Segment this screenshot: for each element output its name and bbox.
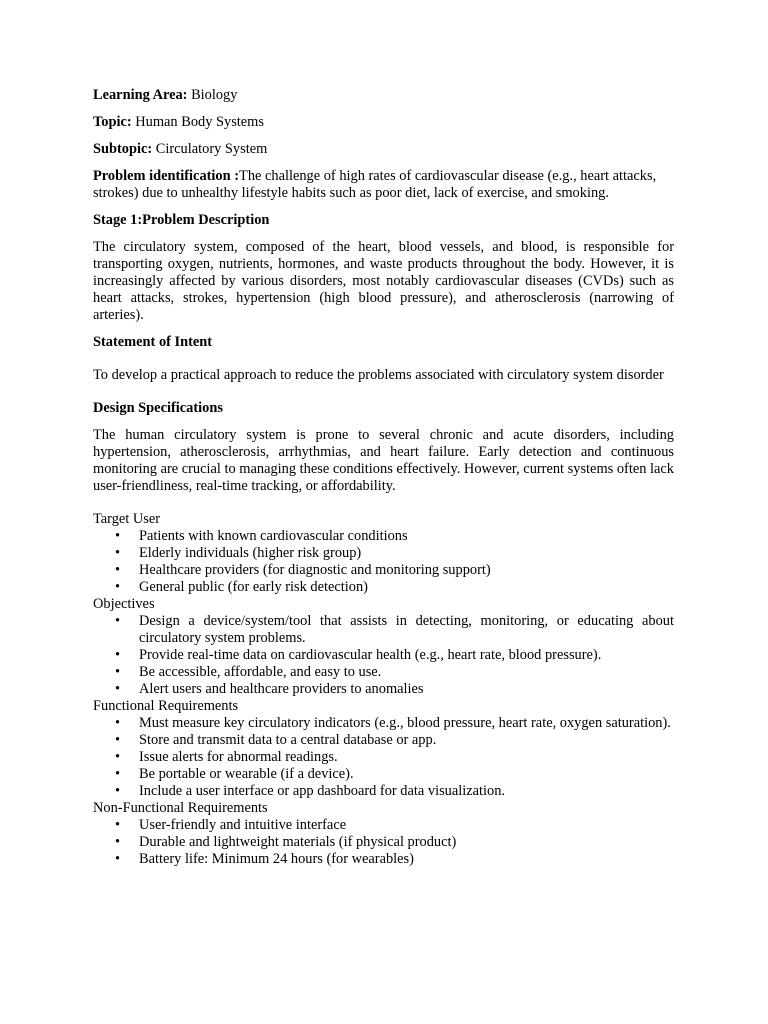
subtopic-line [93, 141, 674, 158]
bullet-icon: • [115, 647, 121, 663]
nonfunctional-title: Non-Functional Requirements [93, 800, 268, 816]
list-item-text: Must measure key circulatory indicators (e.g., blood pressure, heart rate, oxygen saturation). [139, 715, 671, 731]
list-item-text: Be portable or wearable (if a device). [139, 766, 354, 782]
problem-label: Problem identification : [93, 168, 240, 184]
list-item-text: Healthcare providers (for diagnostic and monitoring support) [139, 562, 491, 578]
bullet-icon: • [115, 545, 121, 561]
list-item [93, 834, 674, 851]
list-item-text: Provide real-time data on cardiovascular health (e.g., heart rate, blood pressure). [139, 647, 602, 663]
design-heading-text: Design Specifications [93, 400, 223, 416]
topic-value: Human Body Systems [131, 114, 264, 130]
list-item [93, 749, 674, 766]
intent-heading-text: Statement of Intent [93, 334, 213, 350]
list-item [93, 851, 674, 868]
bullet-icon: • [115, 664, 121, 680]
problem-identification [93, 168, 674, 202]
target-user-list [93, 528, 674, 596]
list-item-text: Elderly individuals (higher risk group) [139, 545, 362, 561]
functional-title: Functional Requirements [93, 698, 239, 714]
list-item [93, 664, 674, 681]
stage1-heading [93, 212, 674, 229]
topic-label: Topic: [93, 114, 132, 130]
list-item [93, 732, 674, 749]
list-item [93, 766, 674, 783]
bullet-icon: • [115, 749, 121, 765]
list-item-text: Durable and lightweight materials (if physical product) [139, 834, 457, 850]
stage1-text: The circulatory system, composed of the heart, blood vessels, and blood, is responsible for transporting oxygen, nutrients, hormones, and waste products throughout the body. However, it is increasingly affected by various disorders, most notably cardiovascular diseases (CVDs) such as heart attacks, strokes, hypertension (high blood pressure), and atherosclerosis (narrowing of arteries). [93, 239, 674, 323]
bullet-icon: • [115, 715, 121, 731]
list-item [93, 545, 674, 562]
bullet-icon: • [115, 851, 121, 867]
bullet-icon: • [115, 834, 121, 850]
bullet-icon: • [115, 613, 121, 629]
objectives-title: Objectives [93, 596, 155, 612]
learning-area-line [93, 87, 674, 104]
topic-line [93, 114, 674, 131]
bullet-icon: • [115, 732, 121, 748]
list-item [93, 562, 674, 579]
bullet-icon: • [115, 783, 121, 799]
bullet-icon: • [115, 562, 121, 578]
list-item-text: Patients with known cardiovascular conditions [139, 528, 408, 544]
list-item-text: General public (for early risk detection) [139, 579, 368, 595]
list-item [93, 715, 674, 732]
functional-list [93, 715, 674, 800]
intent-heading [93, 334, 674, 351]
objectives-list [93, 613, 674, 698]
list-item [93, 817, 674, 834]
list-item-text: Include a user interface or app dashboard for data visualization. [139, 783, 506, 799]
target-user-title: Target User [93, 511, 161, 527]
list-item-text: Be accessible, affordable, and easy to use. [139, 664, 382, 680]
learning-area-value: Biology [187, 87, 238, 103]
document-body [93, 87, 674, 868]
learning-area-label: Learning Area: [93, 87, 188, 103]
list-item-text: Store and transmit data to a central database or app. [139, 732, 437, 748]
list-item [93, 681, 674, 698]
bullet-icon: • [115, 817, 121, 833]
bullet-icon: • [115, 528, 121, 544]
list-item [93, 783, 674, 800]
list-item-text: Alert users and healthcare providers to anomalies [139, 681, 424, 697]
list-item [93, 528, 674, 545]
design-text: The human circulatory system is prone to several chronic and acute disorders, including hypertension, atherosclerosis, arrhythmias, and heart failure. Early detection and continuous monitoring are crucial to managing these conditions effectively. However, current systems often lack user-friendliness, real-time tracking, or affordability. [93, 427, 674, 494]
list-item-text: Battery life: Minimum 24 hours (for wearables) [139, 851, 414, 867]
subtopic-label: Subtopic: [93, 141, 153, 157]
list-item [93, 613, 674, 647]
subtopic-value: Circulatory System [152, 141, 268, 157]
nonfunctional-list [93, 817, 674, 868]
list-item [93, 647, 674, 664]
stage1-heading-text: Stage 1:Problem Description [93, 212, 270, 228]
list-item-text: User-friendly and intuitive interface [139, 817, 347, 833]
bullet-icon: • [115, 579, 121, 595]
design-heading [93, 400, 674, 417]
bullet-icon: • [115, 766, 121, 782]
bullet-icon: • [115, 681, 121, 697]
list-item-text: Design a device/system/tool that assists in detecting, monitoring, or educating about circulatory system problems. [139, 613, 674, 646]
list-item-text: Issue alerts for abnormal readings. [139, 749, 338, 765]
problem-value: The challenge of high rates of cardiovascular disease (e.g., heart attacks, strokes) due to unhealthy lifestyle habits such as poor diet, lack of exercise, and smoking. [93, 168, 657, 201]
list-item [93, 579, 674, 596]
intent-text: To develop a practical approach to reduce the problems associated with circulatory system disorder [93, 367, 664, 383]
